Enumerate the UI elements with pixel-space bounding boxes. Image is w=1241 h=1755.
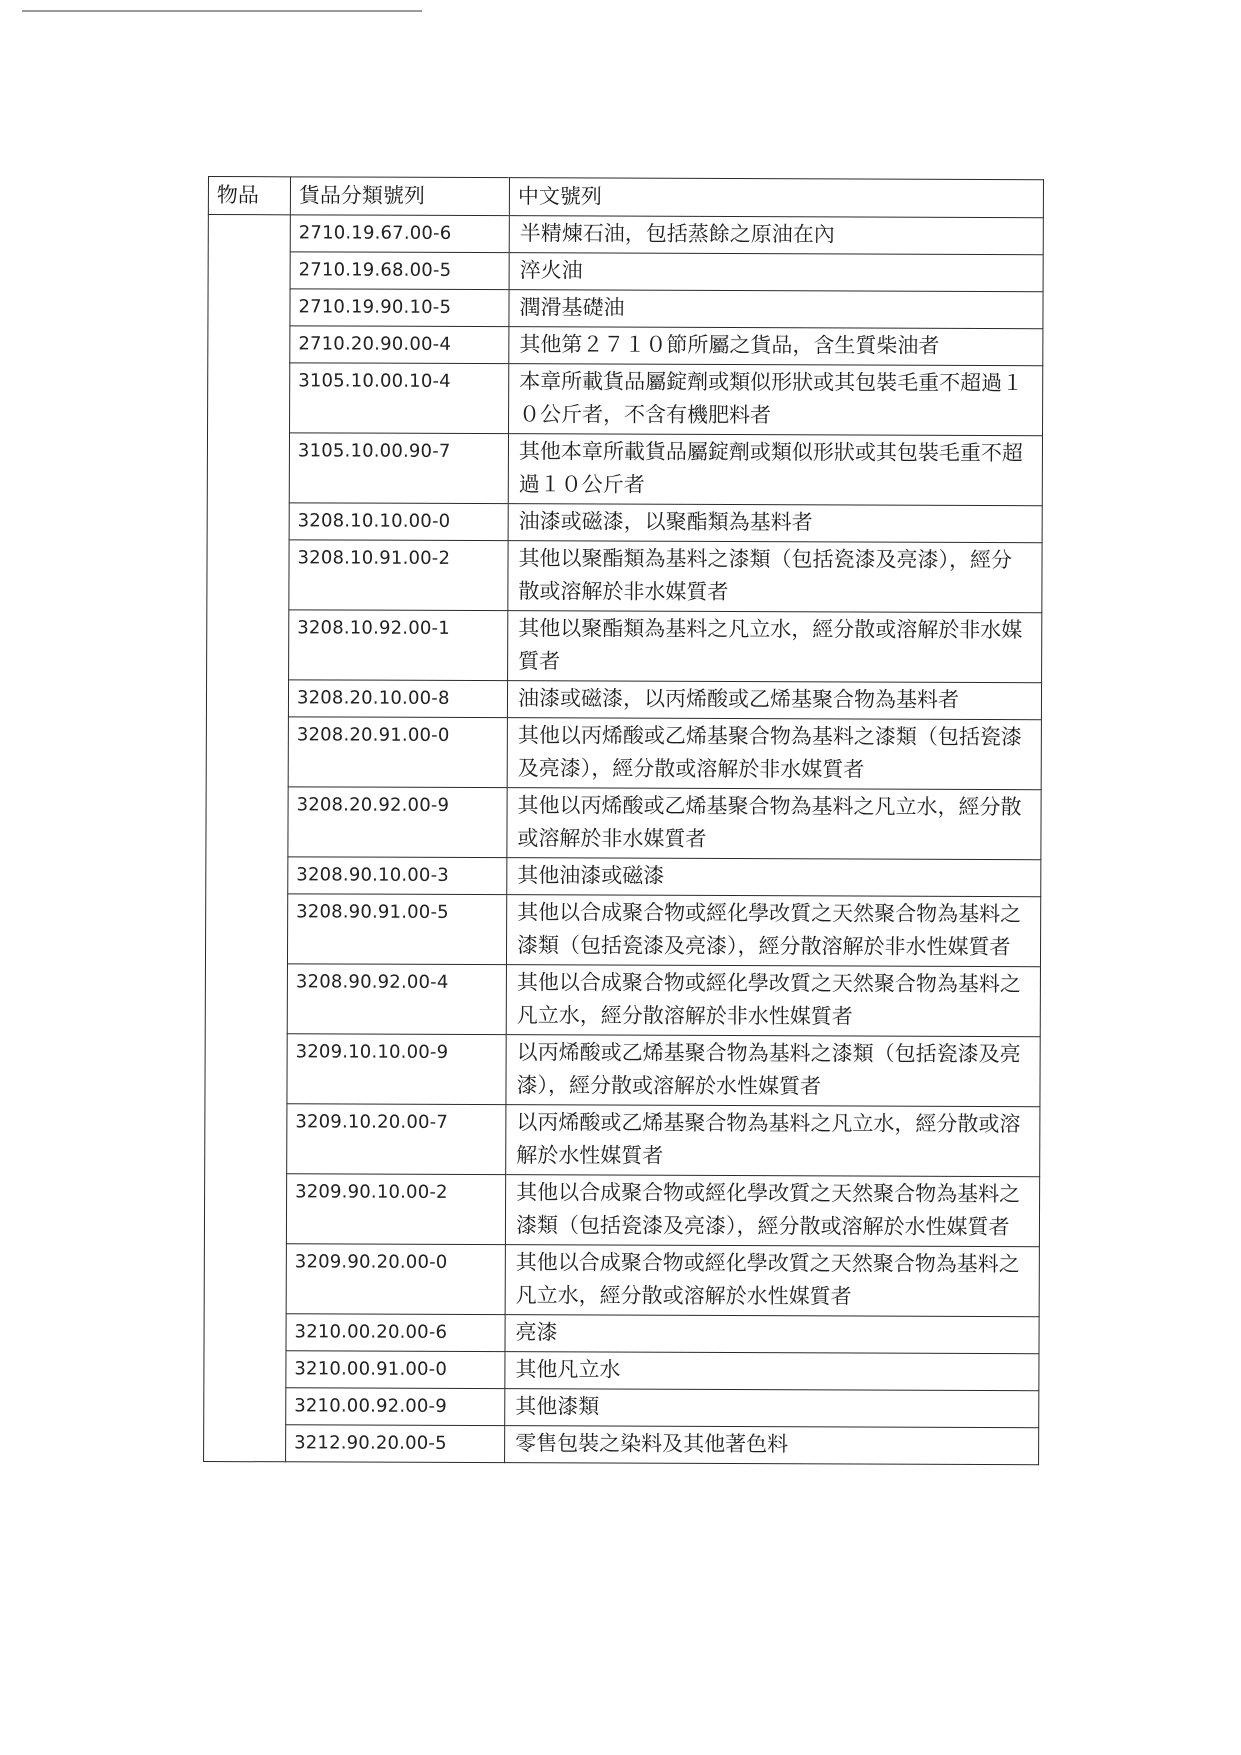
tariff-code-cell: 2710.19.90.10-5 (290, 289, 509, 327)
table-row (206, 716, 1041, 789)
tariff-code-cell: 3208.20.91.00-0 (288, 717, 507, 788)
tariff-code-cell: 2710.19.67.00-6 (290, 215, 509, 253)
header-item: 物品 (208, 177, 290, 215)
table-row (204, 1424, 1039, 1464)
chinese-description-cell: 以丙烯酸或乙烯基聚合物為基料之漆類（包括瓷漆及亮漆），經分散或溶解於水性媒質者 (506, 1035, 1040, 1107)
table-row (204, 1350, 1039, 1390)
chinese-description-cell: 本章所載貨品屬錠劑或類似形狀或其包裝毛重不超過１０公斤者，不含有機肥料者 (509, 364, 1043, 436)
table-row (206, 786, 1041, 859)
scan-edge-line (22, 10, 422, 12)
tariff-code-cell: 3209.90.20.00-0 (286, 1244, 505, 1315)
chinese-description-cell: 其他漆類 (505, 1389, 1039, 1428)
chinese-description-cell: 其他以丙烯酸或乙烯基聚合物為基料之漆類（包括瓷漆及亮漆），經分散或溶解於非水媒質者 (507, 718, 1041, 790)
table-row (207, 539, 1042, 612)
tariff-code-cell: 2710.19.68.00-5 (290, 252, 509, 290)
chinese-description-cell: 以丙烯酸或乙烯基聚合物為基料之凡立水，經分散或溶解於水性媒質者 (506, 1105, 1040, 1177)
tariff-table (203, 176, 1044, 1465)
chinese-description-cell: 半精煉石油，包括蒸餘之原油在內 (509, 216, 1043, 255)
table-row (207, 502, 1042, 542)
table-row (205, 1033, 1040, 1106)
table-row (207, 433, 1042, 506)
chinese-description-cell: 其他以合成聚合物或經化學改質之天然聚合物為基料之漆類（包括瓷漆及亮漆），經分散溶解於非水性媒質者 (506, 895, 1040, 967)
table-row (204, 1243, 1039, 1316)
chinese-description-cell: 油漆或磁漆，以聚酯類為基料者 (508, 504, 1042, 543)
table-row (206, 679, 1041, 719)
table-row (208, 326, 1043, 366)
chinese-description-cell: 其他第２７１０節所屬之貨品，含生質柴油者 (509, 327, 1043, 366)
tariff-table-container (203, 176, 1043, 1465)
table-row (205, 893, 1040, 966)
tariff-code-cell: 3105.10.00.90-7 (289, 433, 508, 504)
chinese-description-cell: 其他以合成聚合物或經化學改質之天然聚合物為基料之凡立水，經分散或溶解於水性媒質者 (505, 1245, 1039, 1317)
chinese-description-cell: 油漆或磁漆，以丙烯酸或乙烯基聚合物為基料者 (507, 681, 1041, 720)
chinese-description-cell: 其他凡立水 (505, 1352, 1039, 1391)
tariff-code-cell: 3208.90.92.00-4 (287, 964, 506, 1035)
tariff-code-cell: 3208.10.91.00-2 (289, 540, 508, 611)
chinese-description-cell: 其他油漆或磁漆 (507, 858, 1041, 897)
table-row (208, 363, 1043, 436)
table-row (208, 252, 1043, 292)
chinese-description-cell: 零售包裝之染料及其他著色料 (505, 1426, 1039, 1465)
table-row (206, 856, 1041, 896)
table-header-row (208, 177, 1043, 218)
table-row (205, 963, 1040, 1036)
chinese-description-cell: 其他以聚酯類為基料之凡立水，經分散或溶解於非水媒質者 (508, 611, 1042, 683)
chinese-description-cell: 亮漆 (505, 1315, 1039, 1354)
header-code: 貨品分類號列 (290, 177, 509, 216)
chinese-description-cell: 其他以合成聚合物或經化學改質之天然聚合物為基料之漆類（包括瓷漆及亮漆），經分散或溶解於水性媒質者 (505, 1175, 1039, 1247)
header-chinese-description: 中文號列 (509, 178, 1043, 218)
tariff-code-cell: 3209.90.10.00-2 (286, 1174, 505, 1245)
tariff-code-cell: 3105.10.00.10-4 (290, 363, 509, 434)
chinese-description-cell: 其他以丙烯酸或乙烯基聚合物為基料之凡立水，經分散或溶解於非水媒質者 (507, 788, 1041, 860)
tariff-code-cell: 3208.90.91.00-5 (287, 894, 506, 965)
tariff-code-cell: 3210.00.91.00-0 (286, 1351, 505, 1389)
tariff-code-cell: 2710.20.90.00-4 (290, 326, 509, 364)
chinese-description-cell: 其他本章所載貨品屬錠劑或類似形狀或其包裝毛重不超過１０公斤者 (508, 434, 1042, 506)
tariff-code-cell: 3208.90.10.00-3 (288, 857, 507, 895)
chinese-description-cell: 淬火油 (509, 253, 1043, 292)
table-row (204, 1387, 1039, 1427)
table-row (208, 215, 1043, 255)
table-row (208, 289, 1043, 329)
table-row (207, 609, 1042, 682)
table-row (204, 1173, 1039, 1246)
tariff-code-cell: 3208.10.10.00-0 (289, 503, 508, 541)
tariff-code-cell: 3212.90.20.00-5 (286, 1425, 505, 1463)
tariff-code-cell: 3208.20.10.00-8 (288, 680, 507, 718)
chinese-description-cell: 其他以聚酯類為基料之漆類（包括瓷漆及亮漆），經分散或溶解於非水媒質者 (508, 541, 1042, 613)
tariff-code-cell: 3208.20.92.00-9 (288, 787, 507, 858)
tariff-code-cell: 3209.10.20.00-7 (287, 1104, 506, 1175)
tariff-code-cell: 3209.10.10.00-9 (287, 1034, 506, 1105)
table-row (204, 1313, 1039, 1353)
tariff-code-cell: 3208.10.92.00-1 (289, 610, 508, 681)
tariff-code-cell: 3210.00.20.00-6 (286, 1314, 505, 1352)
tariff-code-cell: 3210.00.92.00-9 (286, 1388, 505, 1426)
chinese-description-cell: 潤滑基礎油 (509, 290, 1043, 329)
table-row (205, 1103, 1040, 1176)
item-cell (204, 215, 291, 1462)
chinese-description-cell: 其他以合成聚合物或經化學改質之天然聚合物為基料之凡立水，經分散溶解於非水性媒質者 (506, 965, 1040, 1037)
